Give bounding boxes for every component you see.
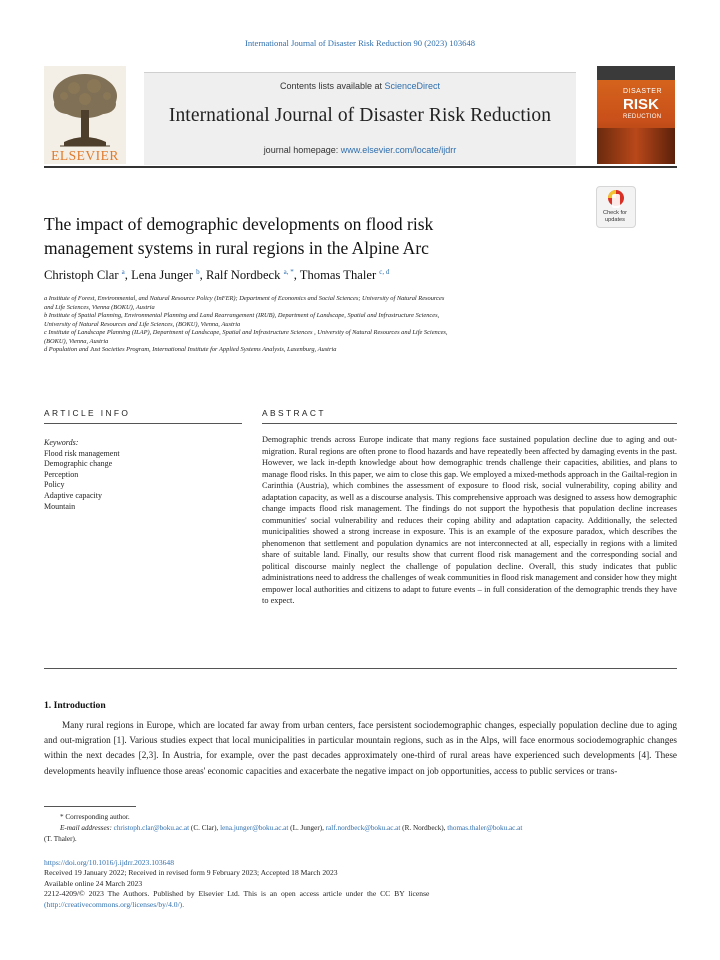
keywords-block (44, 436, 242, 512)
received-dates: Received 19 January 2022; Received in revised form 9 February 2023; Accepted 18 March 2023 (44, 868, 338, 878)
license-link[interactable]: (http://creativecommons.org/licenses/by/4.0/). (44, 899, 185, 909)
affiliation-line: and Life Sciences, Vienna (BOKU), Austria (44, 303, 155, 311)
author-name: Thomas Thaler (299, 268, 377, 283)
email-owner: (L. Junger), (288, 824, 326, 832)
masthead-rule (44, 166, 677, 168)
publisher-name: ELSEVIER (51, 148, 119, 163)
crossmark-label-line-2: updates (605, 216, 625, 223)
email-label: E-mail addresses: (60, 824, 114, 832)
cover-line3: REDUCTION (623, 114, 662, 120)
sciencedirect-link[interactable]: ScienceDirect (384, 81, 441, 91)
available-online: Available online 24 March 2023 (44, 878, 143, 888)
introduction-heading: 1. Introduction (44, 700, 106, 711)
affiliation-line: a Institute of Forest, Environmental, and Natural Resource Policy (InFER); Department of Economics and Social Sciences; University of Natural Resources (44, 295, 445, 302)
check-for-updates-label (596, 210, 634, 223)
affiliations (44, 295, 680, 355)
author-marks: b (196, 268, 200, 276)
keyword-item: Policy (44, 480, 65, 490)
cover-graphic (597, 128, 675, 164)
author-list: Christoph Clar $^a$, Lena Junger $^b$, Ralf Nordbeck $^{a, *}$, Thomas Thaler $^{c, d}$ (44, 268, 390, 283)
affiliation-line: c Institute of Landscape Planning (ILAP), Department of Landscape, Spatial and Infrastructure Sciences , University of Natural Resources and Life Sciences, (44, 329, 448, 336)
article-info-heading: ARTICLE INFO (44, 408, 131, 418)
affiliation-line: (BOKU), Vienna, Austria (44, 337, 109, 345)
article-title-line-2: management systems in rural regions in the Alpine Arc (44, 238, 429, 258)
affiliation-line: b Institute of Spatial Planning, Environmental Planning and Land Rearrangement (IRUB), Department of Landscape, Spatial and Infrastructure Sciences, (44, 312, 440, 319)
elsevier-logo (44, 66, 126, 164)
journal-cover[interactable] (597, 66, 675, 164)
cover-band (597, 66, 675, 80)
abstract-bottom-rule (44, 668, 677, 669)
cover-line1: DISASTER (623, 88, 663, 95)
author-3[interactable] (206, 268, 294, 282)
footnotes (44, 812, 677, 845)
article-metadata (44, 858, 677, 910)
homepage-prefix: journal homepage: (263, 145, 341, 155)
contents-line (144, 81, 576, 91)
keyword-item: Mountain (44, 501, 76, 511)
article-title-line-1: The impact of demographic developments on flood risk (44, 214, 434, 234)
keyword-item: Perception (44, 469, 79, 479)
keyword-item: Adaptive capacity (44, 490, 102, 500)
journal-masthead (44, 66, 677, 166)
author-name: Lena Junger (131, 268, 193, 283)
author-marks: a (121, 268, 125, 276)
introduction-text: Many rural regions in Europe, which are located far away from urban centers, face persistent sociodemographic changes, especially population decline due to aging and out-migration [1]. Various studies expect that local municipalities in particular mountain regions, such as in the Alps, will face enormous sociodemographic changes within the next decades [2,3]. In Austria, for example, over the past decades approximately one-third of rural areas have experienced such developments [4]. These developments heavily influence those areas' economic capacities and exacerbate the negative impact on job opportunities, access to public services or trans- (44, 720, 677, 776)
abstract-text: Demographic trends across Europe indicate that many regions face sustained population decline due to aging and out-migration. Rural regions are often prone to flood hazards and have repeatedly been affected by damaging events in the past. However, we lack in-depth knowledge about how demographic trends challenge their capacities, abilities, and plans to manage flood risks. In this paper, we aim to close this gap. We employed a mixed-methods approach in the Gailtal-region in Carinthia (Austria), which combines the assessment of exposure to flood risk, social vulnerability, coping ability and adaptation capacity, as well as a discourse analysis. This comprehensive approach was designed to assess how demographic change impacts flood risk management. The findings do not support the hypothesis that population decline increases communities' social vulnerability and reduces their coping ability and adaptation capacity. Additionally, the selected municipalities showed a strong increase in exposure. This is an example of the exposure paradox, which describes the phenomenon that settlement and population dynamics are not interconnected at all, especially in regions with a limited share of suitable land. Finally, our results show that current flood risk management and the corresponding social and political discourse mainly neglect the challenge of population decline. Overall, this study indicates that public administrations need to address the challenges of weak communities in flood risk management and consider how they might empower local authorities and citizens to adapt to future events – in full consideration of the demographic trends they have to expect. (262, 435, 677, 605)
email-addresses (60, 823, 677, 834)
doi-link[interactable]: https://doi.org/10.1016/j.ijdrr.2023.103648 (44, 858, 175, 867)
email-link[interactable]: ralf.nordbeck@boku.ac.at (325, 824, 401, 832)
keyword-item: Flood risk management (44, 448, 120, 458)
email-link[interactable]: christoph.clar@boku.ac.at (113, 824, 190, 832)
email-owner: (R. Nordbeck), (400, 824, 448, 832)
homepage-line (144, 145, 576, 155)
author-1[interactable] (44, 268, 125, 282)
affiliation-line: d Population and Just Societies Program, International Institute for Applied Systems Analysis, Laxenburg, Austria (44, 346, 337, 353)
author-name: Christoph Clar (44, 268, 119, 283)
crossmark-icon (597, 187, 635, 209)
abstract-rule (262, 423, 677, 424)
license-statement: 2212-4209/© 2023 The Authors. Published by Elsevier Ltd. This is an open access article under the CC BY license (44, 889, 430, 899)
journal-title-box (144, 72, 576, 165)
author-name: Ralf Nordbeck (205, 268, 281, 283)
journal-homepage-link[interactable]: www.elsevier.com/locate/ijdrr (340, 145, 457, 155)
email-owner: (C. Clar), (189, 824, 221, 832)
journal-citation[interactable]: International Journal of Disaster Risk Reduction 90 (2023) 103648 (244, 38, 476, 48)
author-marks: c, d (379, 268, 390, 276)
article-title (44, 212, 564, 260)
author-marks: a, * (283, 268, 294, 276)
email-link[interactable]: lena.junger@boku.ac.at (220, 824, 289, 832)
author-4[interactable] (300, 268, 390, 282)
contents-prefix: Contents lists available at (279, 81, 385, 91)
crossmark-label-line-1: Check for (603, 210, 627, 216)
footnote-rule (44, 806, 136, 807)
author-2[interactable] (131, 268, 200, 282)
cover-line2: RISK (623, 96, 659, 113)
email-link[interactable]: thomas.thaler@boku.ac.at (447, 824, 523, 832)
affiliation-line: University of Natural Resources and Life Sciences, (BOKU), Vienna, Austria (44, 320, 241, 328)
corresponding-author-note: * Corresponding author. (60, 813, 130, 821)
email-tail: (T. Thaler). (44, 835, 77, 843)
keywords-label: Keywords: (44, 438, 79, 447)
article-info-rule (44, 423, 242, 424)
keyword-item: Demographic change (44, 459, 113, 469)
abstract-heading: ABSTRACT (262, 408, 326, 418)
journal-title: International Journal of Disaster Risk Reduction (168, 105, 552, 126)
